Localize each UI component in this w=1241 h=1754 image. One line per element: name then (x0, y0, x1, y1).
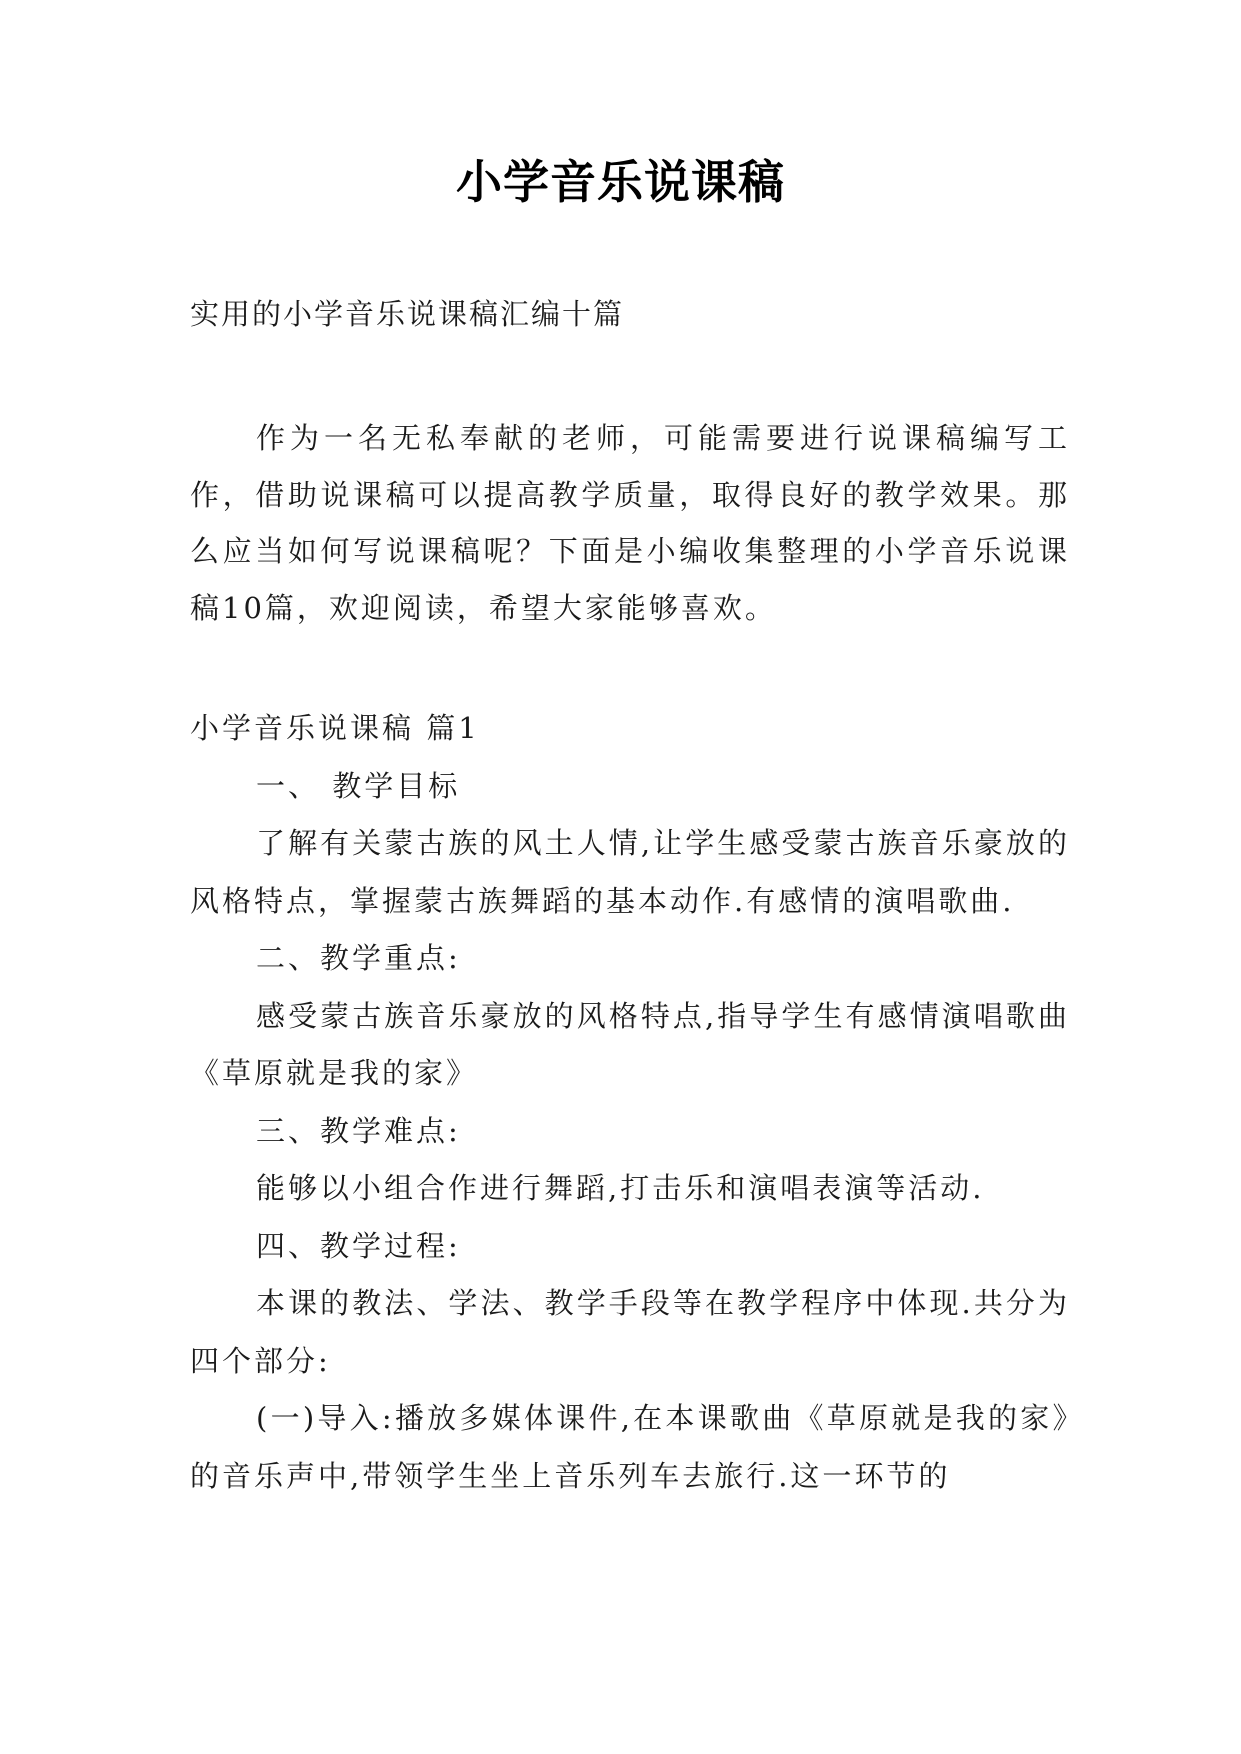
paragraph-process: 本课的教法、学法、教学手段等在教学程序中体现.共分为四个部分: (190, 1286, 1070, 1378)
intro-paragraph: 作为一名无私奉献的老师，可能需要进行说课稿编写工作，借助说课稿可以提高教学质量，取得良好的教学效果。那么应当如何写说课稿呢？下面是小编收集整理的小学音乐说课稿10篇，欢迎阅读，希望大家能够喜欢。 (190, 421, 1070, 625)
section-1 (190, 700, 1070, 1505)
section-heading: 小学音乐说课稿 篇1 (190, 711, 480, 745)
paragraph-keypoints: 感受蒙古族音乐豪放的风格特点,指导学生有感情演唱歌曲《草原就是我的家》 (190, 998, 1070, 1090)
paragraph-difficulties: 能够以小组合作进行舞蹈,打击乐和演唱表演等活动. (256, 1171, 985, 1205)
paragraph-objectives: 了解有关蒙古族的风土人情,让学生感受蒙古族音乐豪放的风格特点，掌握蒙古族舞蹈的基本动作.有感情的演唱歌曲. (190, 826, 1070, 918)
document-title: 小学音乐说课稿 (456, 155, 785, 209)
paragraph-introduction-step: (一)导入:播放多媒体课件,在本课歌曲《草原就是我的家》的音乐声中,带领学生坐上音乐列车去旅行.这一环节的 (190, 1401, 1070, 1493)
paragraph-keypoints-heading: 二、教学重点: (256, 941, 461, 975)
paragraph-process-heading: 四、教学过程: (256, 1228, 461, 1263)
document-subtitle: 实用的小学音乐说课稿汇编十篇 (190, 297, 625, 331)
paragraph-difficulties-heading: 三、教学难点: (256, 1113, 461, 1148)
paragraph-objectives-heading: 一、 教学目标 (256, 768, 461, 803)
